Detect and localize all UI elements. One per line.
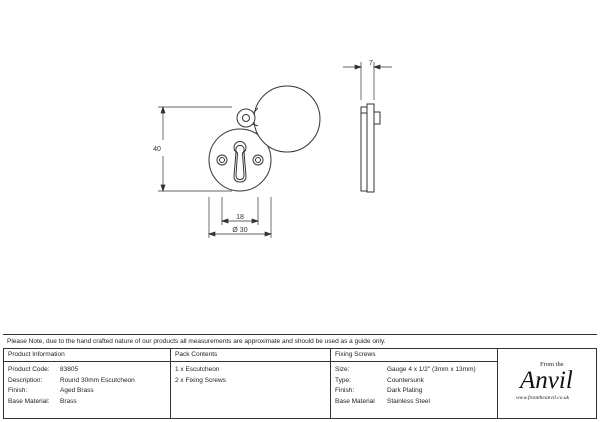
spec-row: Product Code: 83805	[8, 366, 79, 373]
keyhole-inner	[236, 145, 244, 179]
dimension-height-label: 40	[153, 146, 161, 153]
spec-row: Size: Gauge 4 x 1/2" (3mm x 13mm)	[335, 366, 476, 373]
spec-row: Finish: Dark Plating	[335, 387, 423, 394]
spec-row: Base Material: Brass	[8, 397, 77, 405]
side-view-pivot	[374, 112, 380, 124]
brand-logo-column	[498, 349, 598, 418]
screw-hole-left-inner	[220, 158, 225, 163]
product-information-column	[4, 349, 171, 418]
spec-row: Type: Countersunk	[335, 376, 424, 384]
pack-item: 2 x Fixing Screws	[175, 376, 226, 384]
from-the-anvil-logo	[506, 355, 592, 413]
spec-row: Finish: Aged Brass	[8, 387, 94, 394]
dimension-spacing-label: 18	[236, 214, 244, 221]
pack-contents-column	[171, 349, 331, 418]
logo-from-the: From the	[540, 361, 564, 368]
screw-hole-right	[253, 155, 263, 165]
cover-pivot-tab	[237, 109, 255, 127]
screw-hole-right-inner	[256, 158, 261, 163]
spec-table	[3, 348, 597, 419]
spec-row: Base Material Stainless Steel	[335, 397, 430, 405]
logo-url: www.fromtheanvil.co.uk	[516, 395, 570, 401]
side-view-cover	[367, 104, 374, 192]
logo-anvil: Anvil	[520, 367, 573, 394]
fixing-screws-column	[331, 349, 498, 418]
dimension-depth-label: 7	[369, 60, 373, 67]
dimension-diameter-label: Ø 30	[232, 227, 248, 234]
pack-contents-header: Pack Contents	[171, 349, 330, 362]
spec-row: Description: Round 30mm Escutcheon	[8, 376, 135, 384]
screw-hole-left	[217, 155, 227, 165]
measurement-note: Please Note, due to the hand crafted nature of our products all measurements are approximate and should be used as a guide only.	[3, 334, 597, 348]
escutcheon-cover	[254, 86, 320, 152]
pack-item: 1 x Escutcheon	[175, 366, 220, 373]
product-information-header: Product Information	[4, 349, 170, 362]
fixing-screws-header: Fixing Screws	[331, 349, 497, 362]
side-view-plate	[361, 107, 367, 191]
